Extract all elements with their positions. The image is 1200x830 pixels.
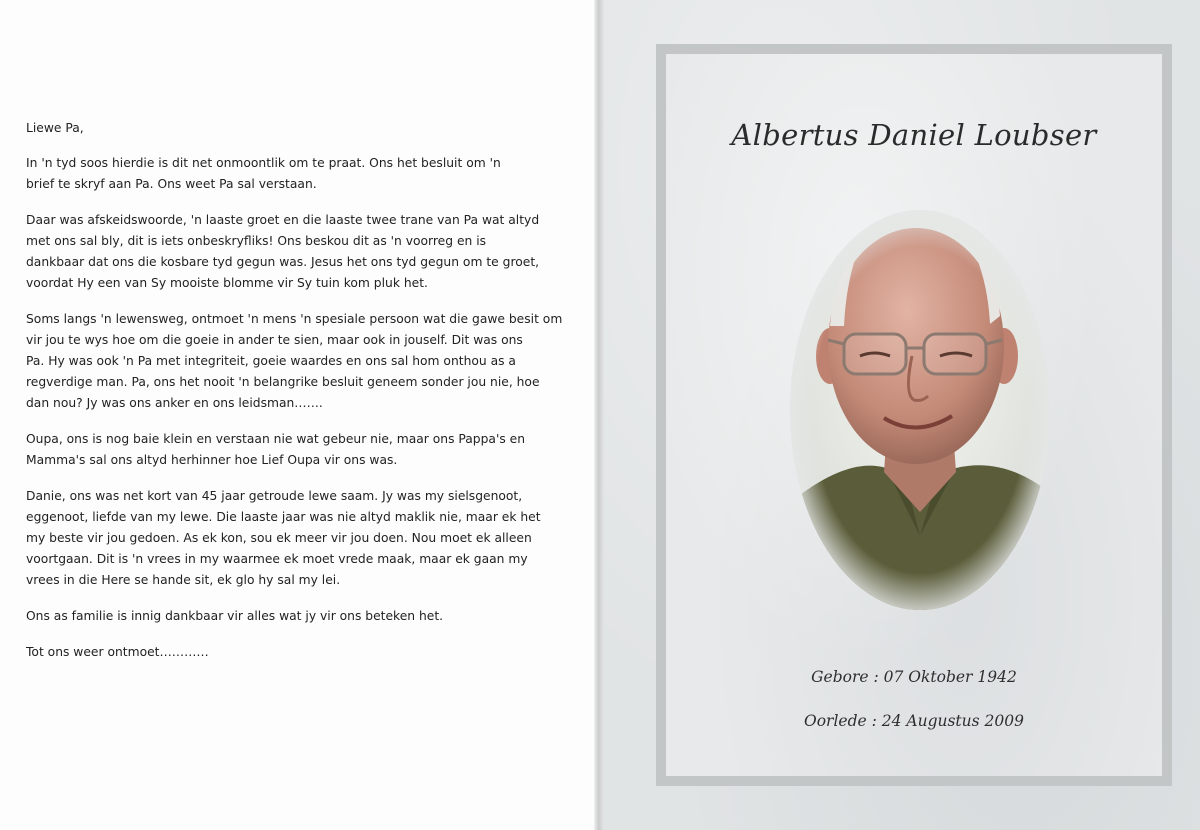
letter-paragraph — [26, 429, 586, 471]
letter-line: dan nou? Jy was ons anker en ons leidsman……. — [26, 396, 323, 410]
letter-line: Tot ons weer ontmoet………… — [26, 645, 209, 659]
letter-line: Ons as familie is innig dankbaar vir alles wat jy vir ons beteken het. — [26, 609, 444, 623]
letter-text — [26, 118, 586, 678]
letter-line: Danie, ons was net kort van 45 jaar getroude lewe saam. Jy was my sielsgenoot, — [26, 489, 523, 503]
letter-line: In 'n tyd soos hierdie is dit net onmoontlik om te praat. Ons het besluit om 'n — [26, 156, 501, 170]
letter-line: vir jou te wys hoe om die goeie in ander te sien, maar ook in jouself. Dit was ons — [26, 333, 523, 347]
letter-line: voortgaan. Dit is 'n vrees in my waarmee ek moet vrede maak, maar ek gaan my — [26, 552, 528, 566]
letter-line: vrees in die Here se hande sit, ek glo hy sal my lei. — [26, 573, 341, 587]
letter-line: Pa. Hy was ook 'n Pa met integriteit, goeie waardes en ons sal hom onthou as a — [26, 354, 516, 368]
deceased-name: Albertus Daniel Loubser — [731, 118, 1097, 152]
letter-line: Mamma's sal ons altyd herhinner hoe Lief Oupa vir ons was. — [26, 453, 398, 467]
letter-line: brief te skryf aan Pa. Ons weet Pa sal verstaan. — [26, 177, 317, 191]
cover-frame — [656, 44, 1172, 786]
birth-date: Gebore : 07 Oktober 1942 — [811, 668, 1017, 686]
letter-closing — [26, 642, 586, 663]
letter-paragraph — [26, 486, 586, 591]
letter-paragraph — [26, 210, 586, 294]
letter-paragraph — [26, 606, 586, 627]
letter-line: Soms langs 'n lewensweg, ontmoet 'n mens 'n spesiale persoon wat die gawe besit om — [26, 312, 563, 326]
letter-line: my beste vir jou gedoen. As ek kon, sou ek meer vir jou doen. Nou moet ek alleen — [26, 531, 532, 545]
portrait-illustration — [786, 206, 1054, 614]
portrait-photo — [786, 206, 1054, 614]
letter-page — [0, 0, 596, 830]
letter-line: voordat Hy een van Sy mooiste blomme vir Sy tuin kom pluk het. — [26, 276, 428, 290]
letter-line: Oupa, ons is nog baie klein en verstaan nie wat gebeur nie, maar ons Pappa's en — [26, 432, 525, 446]
letter-line: eggenoot, liefde van my lewe. Die laaste jaar was nie altyd maklik nie, maar ek het — [26, 510, 541, 524]
letter-line: met ons sal bly, dit is iets onbeskryfliks! Ons beskou dit as 'n voorreg en is — [26, 234, 487, 248]
letter-line: dankbaar dat ons die kosbare tyd gegun was. Jesus het ons tyd gegun om te groet, — [26, 255, 540, 269]
cover-page — [604, 0, 1200, 830]
letter-line: regverdige man. Pa, ons het nooit 'n belangrike besluit geneem sonder jou nie, hoe — [26, 375, 540, 389]
death-date: Oorlede : 24 Augustus 2009 — [804, 712, 1024, 730]
letter-paragraph — [26, 153, 586, 195]
letter-paragraph — [26, 309, 586, 414]
page-fold — [594, 0, 604, 830]
letter-greeting: Liewe Pa, — [26, 121, 84, 135]
letter-line: Daar was afskeidswoorde, 'n laaste groet en die laaste twee trane van Pa wat altyd — [26, 213, 540, 227]
